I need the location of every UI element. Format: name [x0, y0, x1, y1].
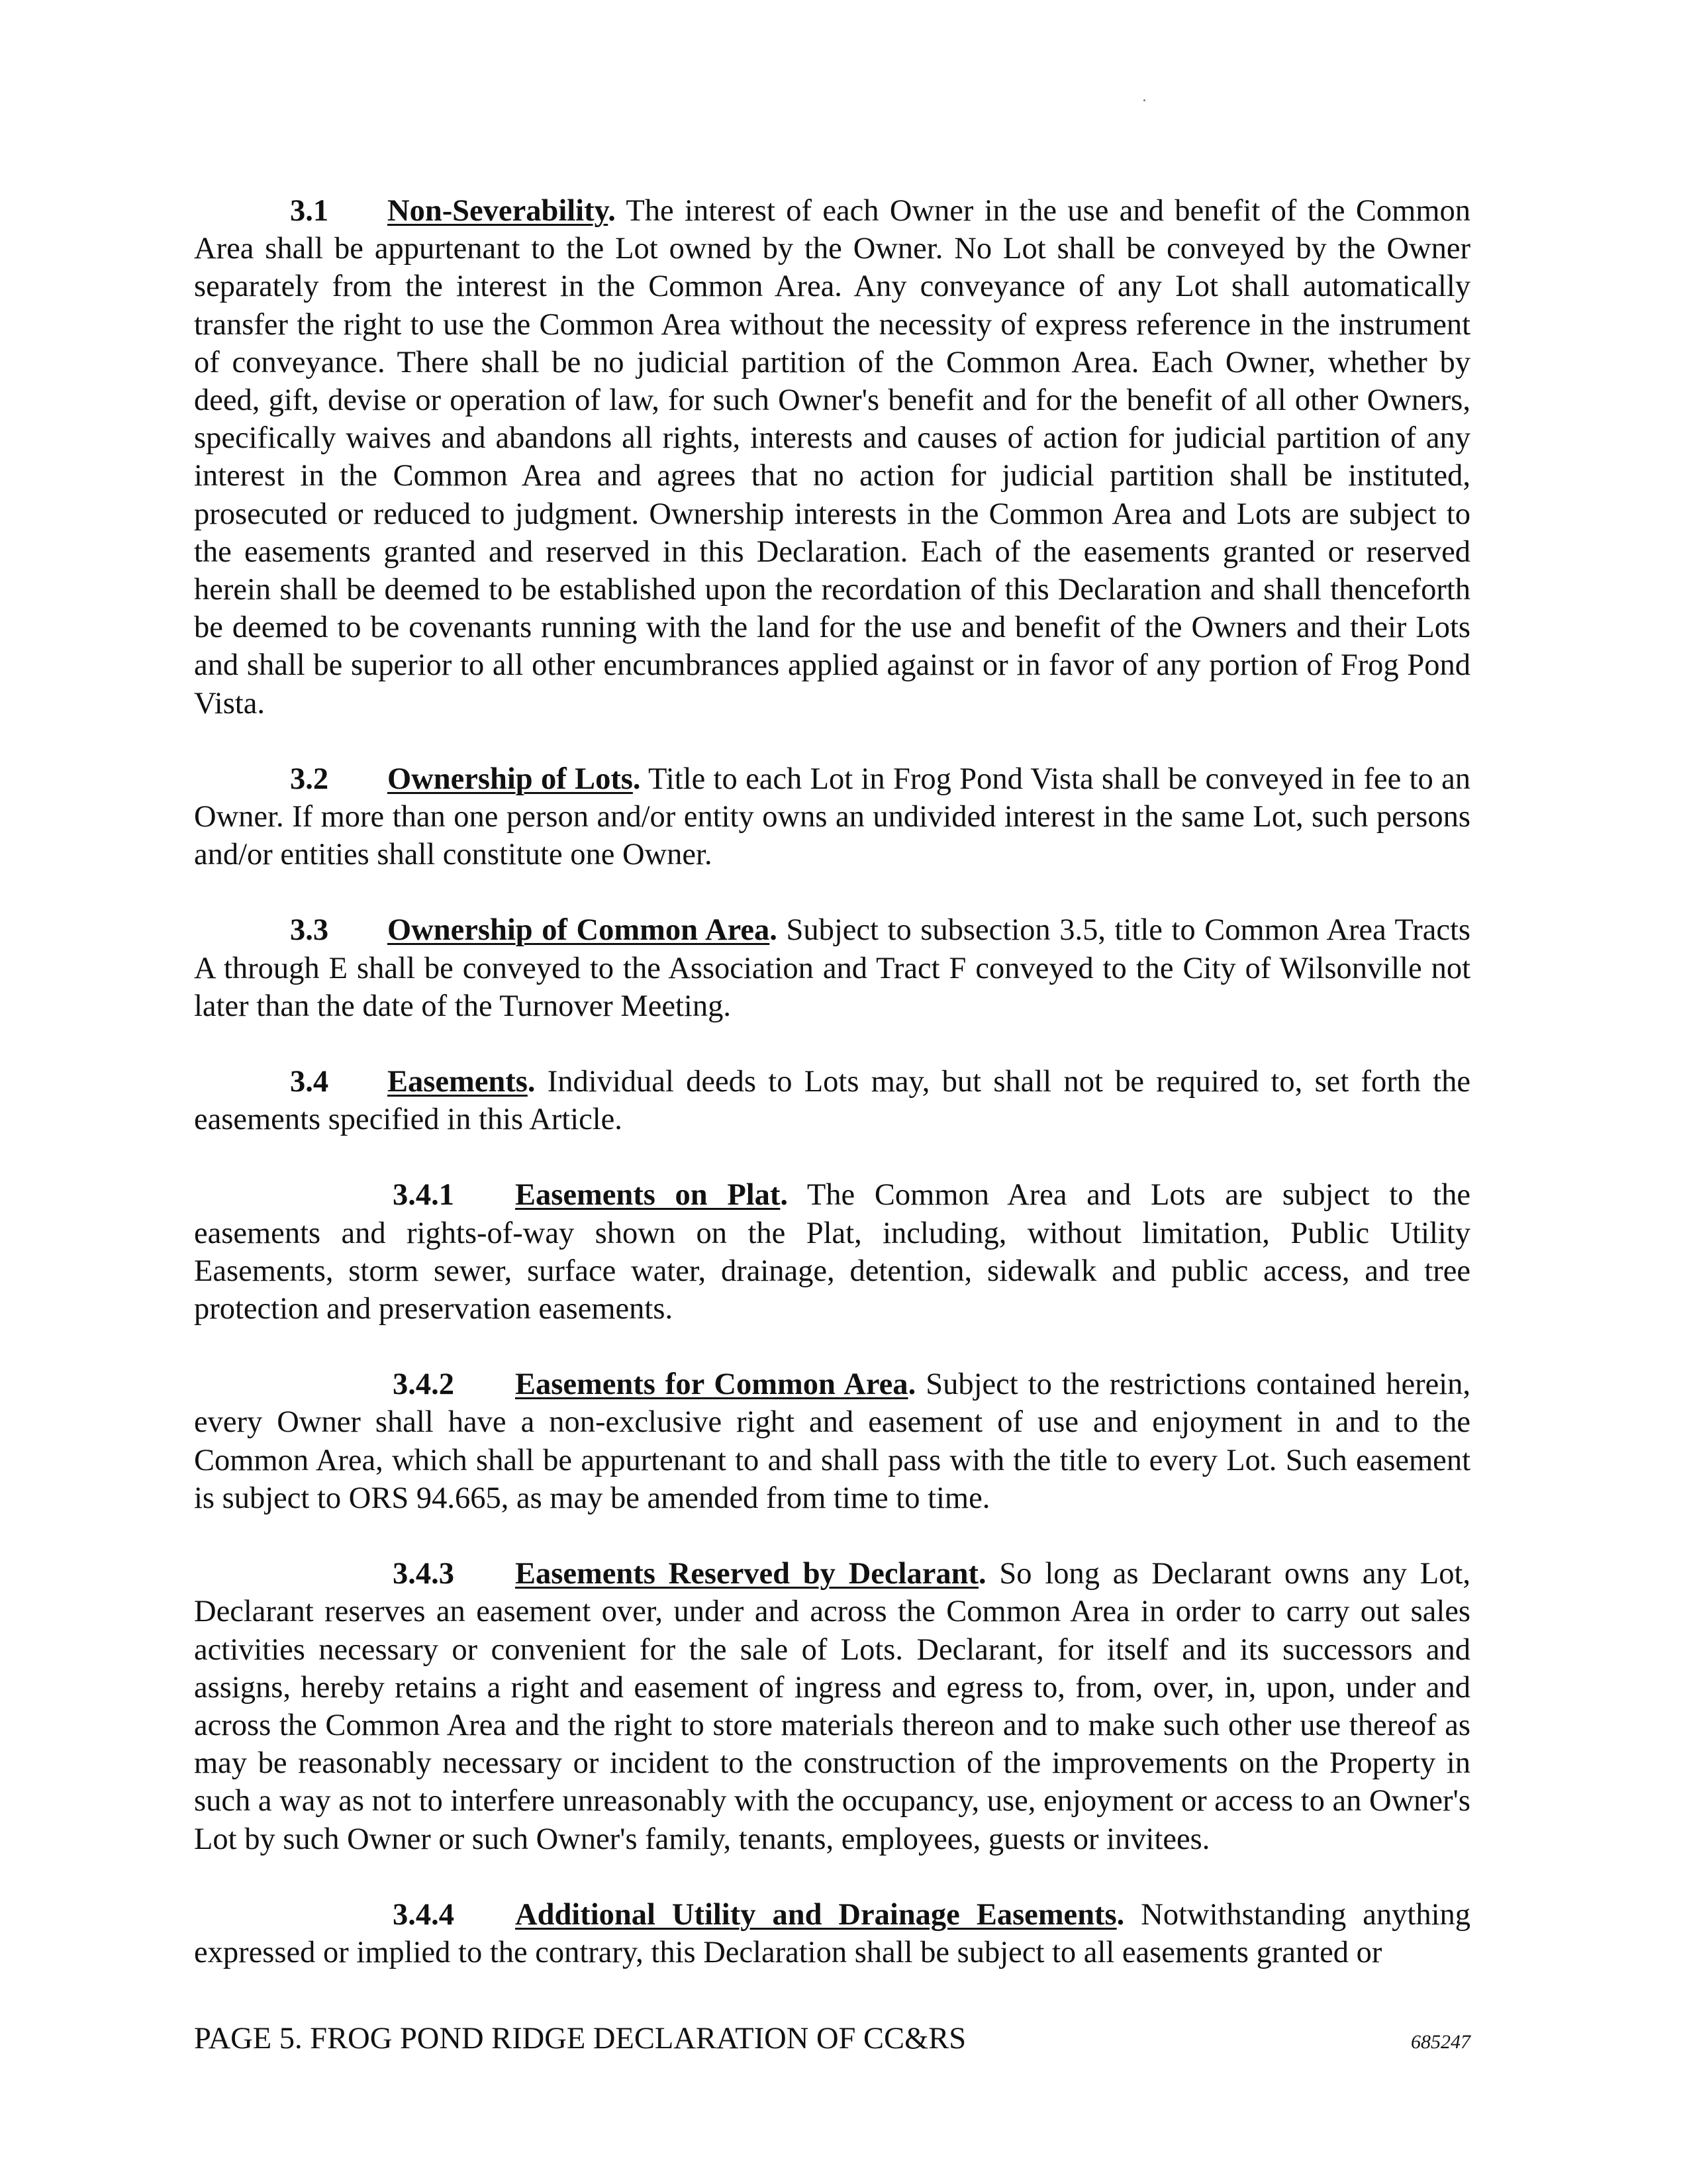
section-text: Title to each Lot in Frog Pond Vista shall be conveyed in fee to an Owner. If more than one person and/or entity owns an undivided interest in the same Lot, such persons and/or entities shall constitute one Owner.	[194, 762, 1470, 872]
section-text: The Common Area and Lots are subject to the easements and rights-of-way shown on the Plat, including, without limitation, Public Utility Easements, storm sewer, surface water, drainage, detention, sidewalk and public access, and tree protection and preservation easements.	[194, 1178, 1470, 1326]
section-heading: Easements	[387, 1065, 528, 1099]
section-3-4-4: 3.4.4 Additional Utility and Drainage Easements. Notwithstanding anything expressed or implied to the contrary, this Declaration shall be subject to all easements granted or	[194, 1896, 1470, 1971]
section-heading: Non-Severability	[387, 194, 608, 228]
section-heading: Easements on Plat	[515, 1178, 781, 1213]
section-number: 3.4.4	[393, 1897, 454, 1932]
scan-speck	[1143, 99, 1145, 101]
section-heading: Ownership of Lots	[387, 762, 633, 796]
section-number: 3.4.3	[393, 1557, 454, 1591]
section-3-4-3: 3.4.3 Easements Reserved by Declarant. So long as Declarant owns any Lot, Declarant reserves an easement over, under and across the Common Area in order to carry out sales activities necessary or convenient for the sale of Lots. Declarant, for itself and its successors and assigns, hereby retains a right and easement of ingress and egress to, from, over, in, upon, under and across the Common Area and the right to store materials thereon and to make such other use thereof as may be reasonably necessary or incident to the construction of the improvements on the Property in such a way as not to interfere unreasonably with the occupancy, use, enjoyment or access to an Owner's Lot by such Owner or such Owner's family, tenants, employees, guests or invitees.	[194, 1555, 1470, 1858]
section-heading: Easements Reserved by Declarant	[515, 1557, 979, 1591]
footer-document-code: 685247	[1411, 2031, 1470, 2053]
section-number: 3.3	[290, 913, 329, 948]
section-heading: Ownership of Common Area	[387, 913, 770, 948]
section-number: 3.4.2	[393, 1367, 454, 1402]
section-3-4-2: 3.4.2 Easements for Common Area. Subject to the restrictions contained herein, every Owner shall have a non-exclusive right and easement of use and enjoyment in and to the Common Area, which shall be appurtenant to and shall pass with the title to every Lot. Such easement is subject to ORS 94.665, as may be amended from time to time.	[194, 1365, 1470, 1517]
section-3-3: 3.3 Ownership of Common Area. Subject to subsection 3.5, title to Common Area Tracts A through E shall be conveyed to the Association and Tract F conveyed to the City of Wilsonville not later than the date of the Turnover Meeting.	[194, 911, 1470, 1025]
section-text: The interest of each Owner in the use and benefit of the Common Area shall be appurtenant to the Lot owned by the Owner. No Lot shall be conveyed by the Owner separately from the interest in the Common Area. Any conveyance of any Lot shall automatically transfer the right to use the Common Area without the necessity of express reference in the instrument of conveyance. There shall be no judicial partition of the Common Area. Each Owner, whether by deed, gift, devise or operation of law, for such Owner's benefit and for the benefit of all other Owners, specifically waives and abandons all rights, interests and causes of action for judicial partition of any interest in the Common Area and agrees that no action for judicial partition shall be instituted, prosecuted or reduced to judgment. Ownership interests in the Common Area and Lots are subject to the easements granted and reserved in this Declaration. Each of the easements granted or reserved herein shall be deemed to be established upon the recordation of this Declaration and shall thenceforth be deemed to be covenants running with the land for the use and benefit of the Owners and their Lots and shall be superior to all other encumbrances applied against or in favor of any portion of Frog Pond Vista.	[194, 194, 1470, 720]
section-text: So long as Declarant owns any Lot, Declarant reserves an easement over, under and across the Common Area in order to carry out sales activities necessary or convenient for the sale of Lots. Declarant, for itself and its successors and assigns, hereby retains a right and easement of ingress and egress to, from, over, in, upon, under and across the Common Area and the right to store materials thereon and to make such other use thereof as may be reasonably necessary or incident to the construction of the improvements on the Property in such a way as not to interfere unreasonably with the occupancy, use, enjoyment or access to an Owner's Lot by such Owner or such Owner's family, tenants, employees, guests or invitees.	[194, 1557, 1471, 1856]
page-footer	[194, 2020, 1470, 2061]
section-text: Notwithstanding anything expressed or implied to the contrary, this Declaration shall be subject to all easements granted or	[194, 1897, 1470, 1969]
document-body	[194, 192, 1470, 2009]
section-number: 3.4	[290, 1065, 329, 1099]
section-number: 3.4.1	[393, 1178, 454, 1213]
section-3-4-1: 3.4.1 Easements on Plat. The Common Area and Lots are subject to the easements and rights-of-way shown on the Plat, including, without limitation, Public Utility Easements, storm sewer, surface water, drainage, detention, sidewalk and public access, and tree protection and preservation easements.	[194, 1176, 1470, 1328]
section-text: Individual deeds to Lots may, but shall not be required to, set forth the easements specified in this Article.	[194, 1065, 1470, 1137]
footer-page-label: PAGE 5. FROG POND RIDGE DECLARATION OF CC&RS	[194, 2022, 967, 2056]
section-3-4: 3.4 Easements. Individual deeds to Lots may, but shall not be required to, set forth the easements specified in this Article.	[194, 1063, 1470, 1138]
section-3-2: 3.2 Ownership of Lots. Title to each Lot in Frog Pond Vista shall be conveyed in fee to an Owner. If more than one person and/or entity owns an undivided interest in the same Lot, such persons and/or entities shall constitute one Owner.	[194, 760, 1470, 874]
section-heading: Easements for Common Area	[515, 1367, 908, 1402]
section-text: Subject to subsection 3.5, title to Common Area Tracts A through E shall be conveyed to the Association and Tract F conveyed to the City of Wilsonville not later than the date of the Turnover Meeting.	[194, 913, 1471, 1023]
section-number: 3.2	[290, 762, 329, 796]
section-number: 3.1	[290, 194, 329, 228]
section-3-1: 3.1 Non-Severability. The interest of each Owner in the use and benefit of the Common Area shall be appurtenant to the Lot owned by the Owner. No Lot shall be conveyed by the Owner separately from the interest in the Common Area. Any conveyance of any Lot shall automatically transfer the right to use the Common Area without the necessity of express reference in the instrument of conveyance. There shall be no judicial partition of the Common Area. Each Owner, whether by deed, gift, devise or operation of law, for such Owner's benefit and for the benefit of all other Owners, specifically waives and abandons all rights, interests and causes of action for judicial partition of any interest in the Common Area and agrees that no action for judicial partition shall be instituted, prosecuted or reduced to judgment. Ownership interests in the Common Area and Lots are subject to the easements granted and reserved in this Declaration. Each of the easements granted or reserved herein shall be deemed to be established upon the recordation of this Declaration and shall thenceforth be deemed to be covenants running with the land for the use and benefit of the Owners and their Lots and shall be superior to all other encumbrances applied against or in favor of any portion of Frog Pond Vista.	[194, 192, 1470, 722]
section-heading: Additional Utility and Drainage Easements	[515, 1897, 1117, 1932]
section-text: Subject to the restrictions contained herein, every Owner shall have a non-exclusive right and easement of use and enjoyment in and to the Common Area, which shall be appurtenant to and shall pass with the title to every Lot. Such easement is subject to ORS 94.665, as may be amended from time to time.	[194, 1367, 1470, 1515]
